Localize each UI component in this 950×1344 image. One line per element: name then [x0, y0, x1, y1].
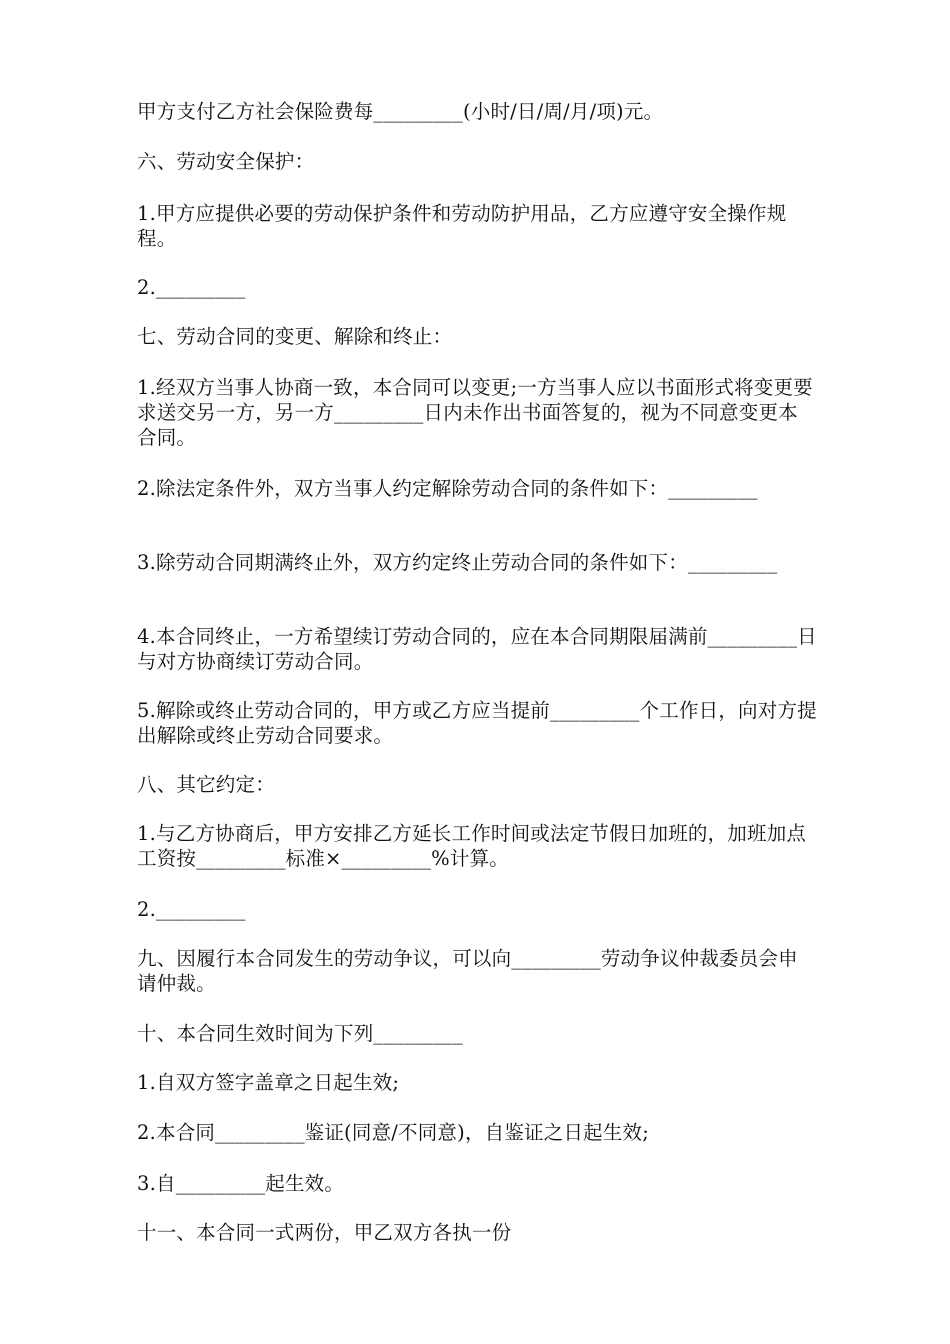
paragraph-change-item-1: 1.经双方当事人协商一致，本合同可以变更;一方当事人应以书面形式将变更要求送交另一方，另一方_________日内未作出书面答复的，视为不同意变更本合同。 — [137, 376, 813, 449]
heading-contract-change: 七、劳动合同的变更、解除和终止： — [137, 325, 453, 348]
paragraph-copies: 十一、本合同一式两份，甲乙双方各执一份 — [137, 1221, 512, 1244]
paragraph-dispute-arbitration: 九、因履行本合同发生的劳动争议，可以向_________劳动争议仲裁委员会申请仲裁。 — [137, 947, 798, 995]
paragraph-effective-item-3: 3.自_________起生效。 — [137, 1172, 345, 1195]
paragraph-effective-item-1: 1.自双方签字盖章之日起生效; — [137, 1071, 400, 1094]
paragraph-safety-item-2: 2._________ — [137, 276, 246, 299]
paragraph-effective-item-2: 2.本合同_________鉴证(同意/不同意)，自鉴证之日起生效; — [137, 1121, 650, 1144]
paragraph-change-item-5: 5.解除或终止劳动合同的，甲方或乙方应当提前_________个工作日，向对方提出解除或终止劳动合同要求。 — [137, 699, 817, 747]
paragraph-change-item-3: 3.除劳动合同期满终止外，双方约定终止劳动合同的条件如下：_________ — [137, 551, 778, 574]
heading-other-agreements: 八、其它约定： — [137, 773, 275, 796]
heading-effective-time: 十、本合同生效时间为下列_________ — [137, 1022, 463, 1045]
paragraph-social-insurance: 甲方支付乙方社会保险费每_________(小时/日/周/月/项)元。 — [137, 100, 664, 123]
heading-labor-safety: 六、劳动安全保护： — [137, 150, 315, 173]
paragraph-safety-item-1: 1.甲方应提供必要的劳动保护条件和劳动防护用品，乙方应遵守安全操作规程。 — [137, 202, 787, 250]
paragraph-change-item-2: 2.除法定条件外，双方当事人约定解除劳动合同的条件如下：_________ — [137, 477, 758, 500]
paragraph-other-item-2: 2._________ — [137, 898, 246, 921]
paragraph-change-item-4: 4.本合同终止，一方希望续订劳动合同的，应在本合同期限届满前_________日与对方协商续订劳动合同。 — [137, 625, 817, 673]
paragraph-other-item-1: 1.与乙方协商后，甲方安排乙方延长工作时间或法定节假日加班的，加班加点工资按_________标准×_________%计算。 — [137, 822, 807, 870]
